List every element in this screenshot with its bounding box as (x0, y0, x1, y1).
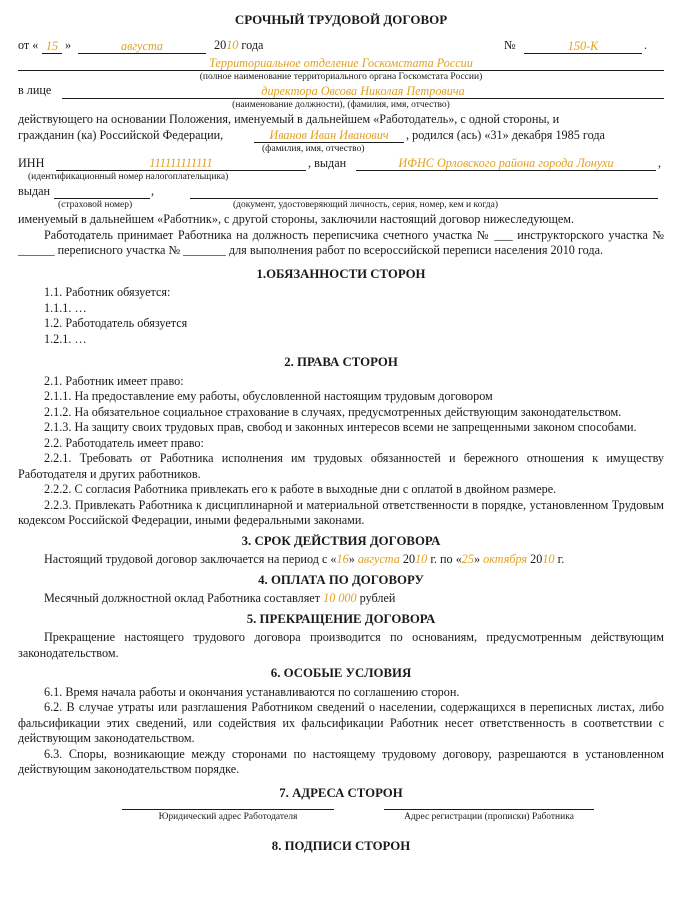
employer-address-caption: Юридический адрес Работодателя (158, 812, 298, 822)
employee-name-field[interactable]: Иванов Иван Иванович (254, 129, 404, 143)
addresses-block (18, 807, 664, 831)
s2-p4: 2.1.3. На защиту своих трудовых прав, свобод и законных интересов всеми не запрещенными законом способами. (44, 420, 637, 434)
employee-name-caption: (фамилия, имя, отчество) (262, 144, 365, 154)
issued-by-field[interactable]: ИФНС Орловского района города Лонухи (356, 157, 656, 171)
insurance-caption: (страховой номер) (58, 200, 133, 210)
s2-p6: 2.2.1. Требовать от Работника исполнения им трудовых обязанностей и бережного отношения к имуществу Работодателя и других работников. (18, 451, 664, 481)
s2-p7: 2.2.2. С согласия Работника привлекать его к работе в выходные дни с оплатой в двойном размере. (44, 482, 557, 496)
period-end-month-field[interactable]: октября (483, 552, 528, 566)
insurance-number-field[interactable] (54, 186, 150, 199)
representative-row (18, 83, 664, 99)
section-4-heading: 4. ОПЛАТА ПО ДОГОВОРУ (258, 572, 424, 587)
representative-field[interactable]: директора Овсова Николая Петровича (62, 85, 664, 99)
date-day-field[interactable]: 15 (42, 40, 62, 54)
employer-name-caption: (полное наименование территориального органа Госкомстата России) (199, 71, 483, 82)
s1-line-3: 1.2. Работодатель обязуется (44, 316, 188, 330)
section-7-heading: 7. АДРЕСА СТОРОН (279, 785, 403, 800)
period-start-month-field[interactable]: августа (357, 552, 400, 566)
representative-prefix: в лице (18, 83, 52, 97)
s1-line-1: 1.1. Работник обязуется: (44, 285, 171, 299)
s2-p2: 2.1.1. На предоставление ему работы, обусловленной настоящим трудовым договором (44, 389, 493, 403)
s1-line-2: 1.1.1. … (44, 300, 87, 315)
issued2-label: выдан (18, 183, 51, 198)
period-start-year-field[interactable]: 10 (415, 552, 428, 566)
s6-p2: 6.2. В случае утраты или разглашения Работником сведений о населении, содержащихся в переписных листах, либо фальсификации этих сведений, или содействия их фальсификации Работник несет ответственность в соответствии с действующим законодательством. (18, 700, 664, 745)
s6-p3: 6.3. Споры, возникающие между сторонами по настоящему трудовому договору, разрешаются в установленном действующим законодательством порядке. (18, 746, 664, 776)
issued-comma: , (658, 155, 662, 170)
intro-text-3: именуемый в дальнейшем «Работник», с другой стороны, заключили настоящий договор нижеследующем. (18, 212, 575, 226)
employee-address-caption: Адрес регистрации (прописки) Работника (404, 812, 574, 822)
number-dot: . (644, 38, 648, 52)
s6-p1: 6.1. Время начала работы и окончания устанавливаются по соглашению сторон. (44, 684, 460, 699)
period-end-year-field[interactable]: 10 (542, 552, 555, 566)
section-3-heading: 3. СРОК ДЕЙСТВИЯ ДОГОВОРА (241, 533, 441, 548)
s1-line-4: 1.2.1. … (44, 331, 87, 346)
date-month-field[interactable]: августа (78, 40, 206, 54)
s4-salary: Месячный должностной оклад Работника составляет 10 000 рублей (44, 591, 396, 605)
date-close-quote: » (65, 38, 72, 52)
issued-label: , выдан (308, 155, 347, 170)
document-caption: (документ, удостоверяющий личность, серия, номер, кем и когда) (233, 200, 499, 210)
intro-text-1: действующего на основании Положения, именуемый в дальнейшем «Работодатель», с одной стороны, и (18, 111, 560, 126)
document-captions (18, 199, 664, 212)
number-label: № (504, 38, 516, 52)
citizen-text: гражданин (ка) Российской Федерации, (18, 127, 224, 142)
period-end-day-field[interactable]: 25 (461, 552, 474, 566)
representative-caption: (наименование должности), (фамилия, имя, отчество) (232, 99, 450, 110)
inn-label: ИНН (18, 155, 45, 170)
date-year-label: года (241, 38, 264, 52)
section-5-heading: 5. ПРЕКРАЩЕНИЕ ДОГОВОРА (246, 611, 436, 626)
s2-p3: 2.1.2. На обязательное социальное страхование в случаях, предусмотренных действующим законодательством. (44, 404, 622, 419)
insurance-row (18, 183, 664, 199)
section-8-heading: 8. ПОДПИСИ СТОРОН (271, 839, 411, 853)
s3-period: Настоящий трудовой договор заключается на период с «16» августа 2010 г. по «25» октября 2010 г. (44, 552, 565, 566)
insurance-comma: , (151, 183, 155, 198)
date-from-label: от « (18, 38, 39, 52)
inn-row (18, 155, 664, 171)
inn-caption: (идентификационный номер налогоплательщика) (28, 172, 229, 182)
contract-number-field[interactable]: 150-К (524, 40, 642, 54)
employer-name-text: Территориальное отделение Госкомстата России (209, 55, 473, 70)
intro-text-4: Работодатель принимает Работника на должность переписчика счетного участка № ___ инструкторского участка № ______ переписного участка № _______ для выполнения работ по всероссийской переписи населения 2010 года. (18, 227, 664, 257)
s2-p8: 2.2.3. Привлекать Работника к дисциплинарной и материальной ответственности в порядке, установленном Трудовым кодексом Российской Федерации, иными федеральными законами. (18, 497, 664, 527)
date-number-row (18, 38, 664, 54)
date-year-suffix-field[interactable]: 10 (226, 38, 239, 52)
s2-p5: 2.2. Работодатель имеет право: (44, 435, 204, 450)
salary-amount-field[interactable]: 10 000 (323, 591, 357, 605)
section-1-heading: 1.ОБЯЗАННОСТИ СТОРОН (256, 266, 426, 281)
inn-field[interactable]: 111111111111 (56, 157, 306, 171)
period-start-day-field[interactable]: 16 (336, 552, 349, 566)
section-6-heading: 6. ОСОБЫЕ УСЛОВИЯ (270, 666, 412, 680)
document-title: СРОЧНЫЙ ТРУДОВОЙ ДОГОВОР (234, 12, 448, 27)
s5-p1: Прекращение настоящего трудового договора производится по основаниям, предусмотренным действующим законодательством. (18, 630, 664, 660)
employee-address-field[interactable] (384, 809, 594, 810)
birth-text: , родился (ась) «31» декабря 1985 года (406, 127, 605, 142)
employer-name-field[interactable] (18, 56, 664, 71)
s2-p1: 2.1. Работник имеет право: (44, 373, 184, 388)
employer-address-field[interactable] (122, 809, 334, 810)
date-year-prefix: 20 (214, 38, 227, 52)
section-2-heading: 2. ПРАВА СТОРОН (284, 355, 398, 369)
identity-document-field[interactable] (190, 186, 658, 199)
employee-row (18, 127, 664, 143)
